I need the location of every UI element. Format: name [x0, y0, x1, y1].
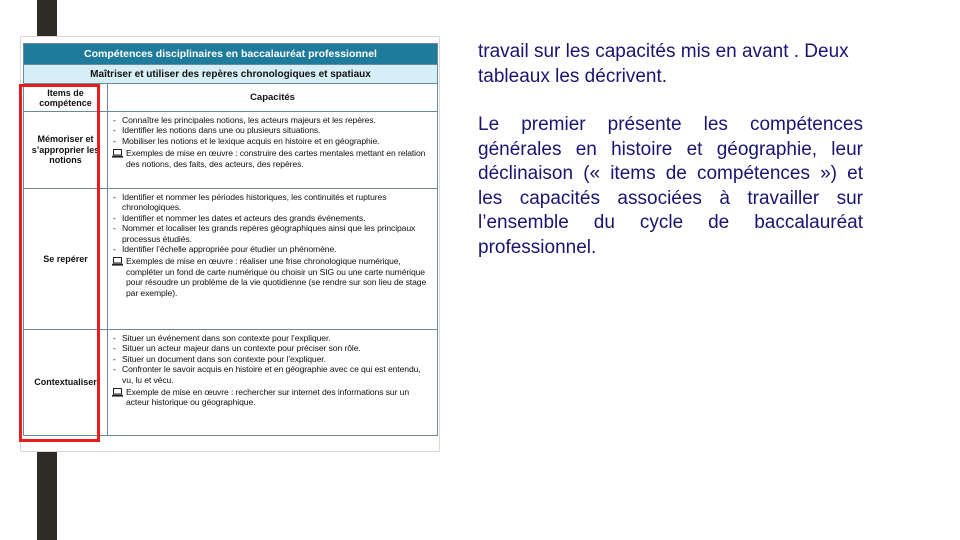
- capacite-item: - Identifier et nommer les dates et acteurs des grands événements.: [112, 213, 433, 223]
- example-label: Exemples de mise en œuvre : réaliser une frise chronologique numérique, compléter un fond de carte numérique ou choisir un SIG ou une carte numérique pour résoudre un problème de la vie quotidienne (se rendre sur son lieu de stage par exemple).: [126, 256, 427, 298]
- capacite-item: - Connaître les principales notions, les acteurs majeurs et les repères.: [112, 115, 433, 125]
- computer-icon: [112, 149, 123, 158]
- example-label: Exemple de mise en œuvre : rechercher sur internet des informations sur un acteur historique ou géographique.: [126, 387, 410, 408]
- items-column-highlight: [19, 84, 100, 442]
- example-label: Exemples de mise en œuvre : construire des cartes mentales mettant en relation des notions, des faits, des acteurs, des repères.: [126, 148, 426, 169]
- capacite-item: - Situer un événement dans son contexte pour l’expliquer.: [112, 333, 433, 343]
- slide-paragraph-intro: travail sur les capacités mis en avant . Deux tableaux les décrivent.: [478, 41, 849, 87]
- column-header-items: Items de compétence: [24, 84, 108, 112]
- item-cell: Se repérer: [24, 189, 108, 330]
- capacites-cell: [108, 112, 438, 189]
- capacite-item: - Nommer et localiser les grands repères géographiques ainsi que les principaux processus étudiés.: [112, 223, 433, 244]
- item-cell: Contextualiser: [24, 330, 108, 436]
- capacite-item: - Situer un document dans son contexte pour l’expliquer.: [112, 354, 433, 364]
- capacite-item: - Confronter le savoir acquis en histoire et en géographie avec ce qui est entendu, vu, lu et vécu.: [112, 364, 433, 385]
- capacite-item: - Identifier et nommer les périodes historiques, les continuités et ruptures chronologiques.: [112, 192, 433, 213]
- table-title: Compétences disciplinaires en baccalauréat professionnel: [24, 44, 438, 65]
- capacites-cell: [108, 330, 438, 436]
- capacites-cell: [108, 189, 438, 330]
- slide-paragraph-description: Le premier présente les compétences générales en histoire et géographie, leur déclinaison (« items de compétences ») et les capacités associées à travailler sur l’ensemble du cycle de baccalauréat professionnel.: [478, 114, 863, 258]
- example-text: [112, 387, 433, 408]
- example-text: [112, 148, 433, 169]
- column-header-capacites: Capacités: [108, 84, 438, 112]
- item-cell: Mémoriser et s’approprier les notions: [24, 112, 108, 189]
- capacite-item: - Mobiliser les notions et le lexique acquis en histoire et en géographie.: [112, 136, 433, 146]
- capacite-item: - Situer un acteur majeur dans un contexte pour préciser son rôle.: [112, 343, 433, 353]
- computer-icon: [112, 388, 123, 397]
- capacite-item: - Identifier les notions dans une ou plusieurs situations.: [112, 125, 433, 135]
- capacite-item: - Identifier l’échelle appropriée pour étudier un phénomène.: [112, 244, 433, 254]
- example-text: [112, 256, 433, 298]
- computer-icon: [112, 257, 123, 266]
- table-subtitle: Maîtriser et utiliser des repères chronologiques et spatiaux: [24, 65, 438, 84]
- slide-text: [478, 40, 863, 260]
